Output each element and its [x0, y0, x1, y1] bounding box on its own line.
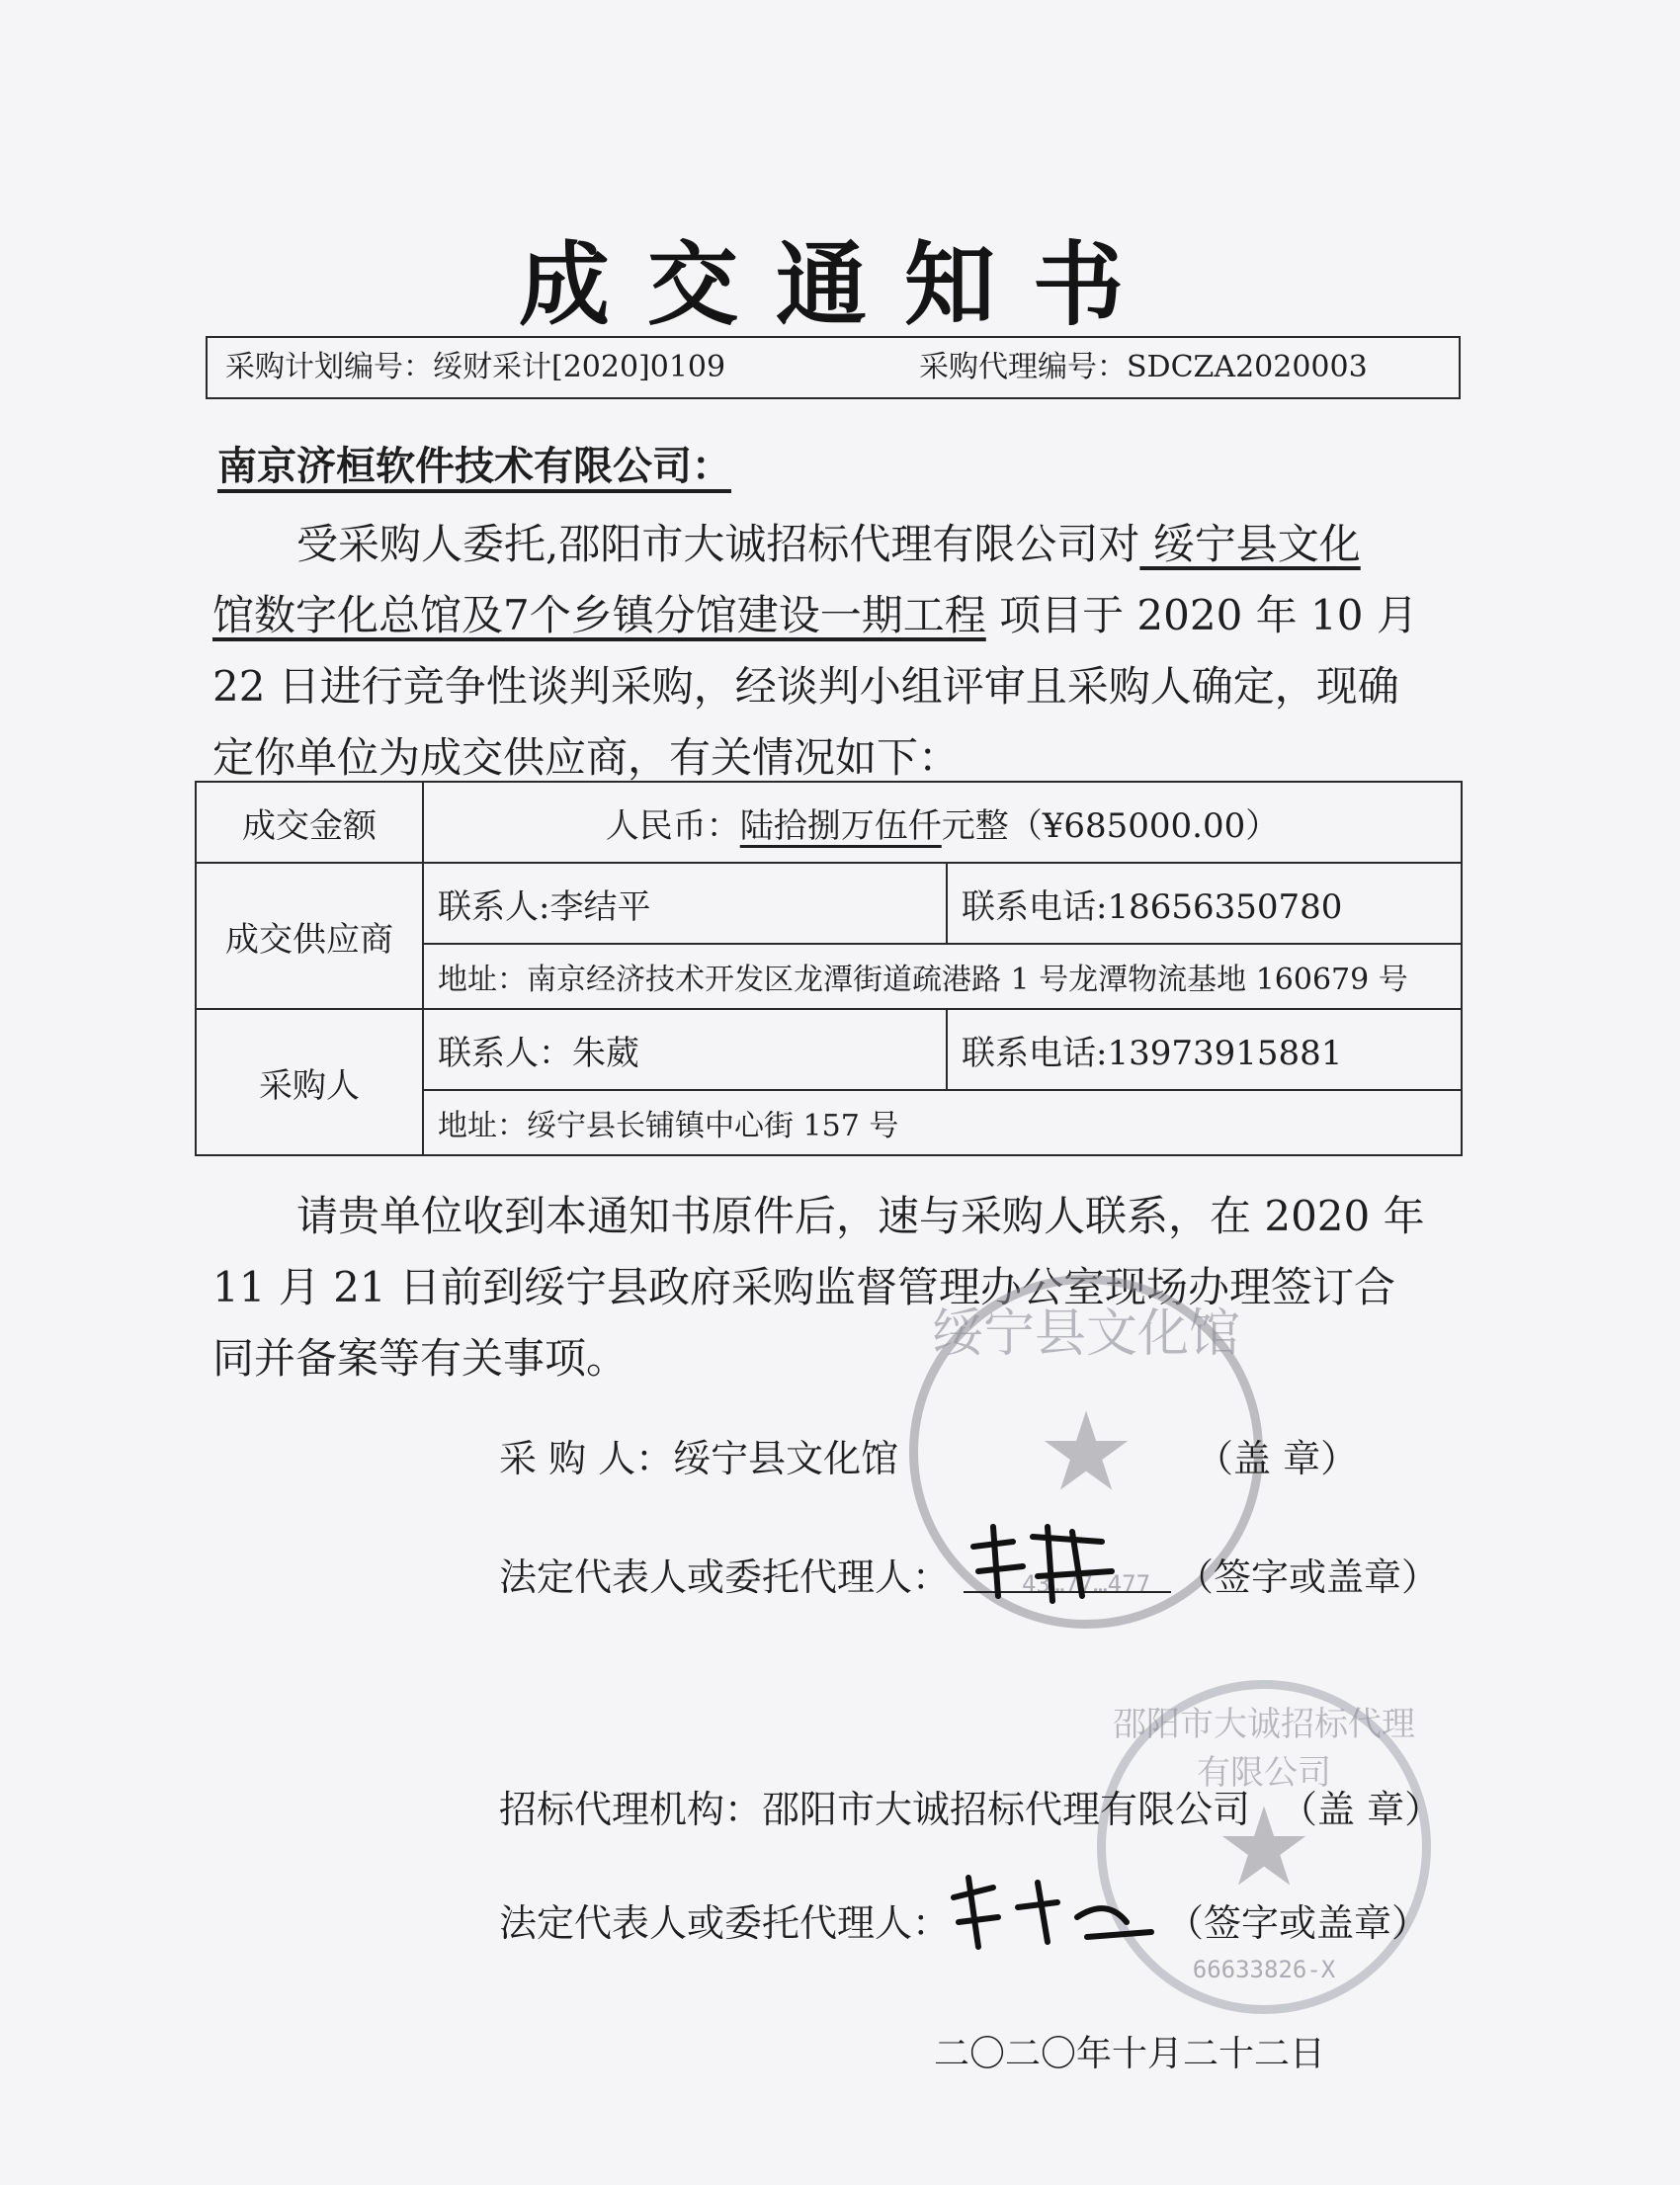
recipient: 南京济桓软件技术有限公司：	[217, 444, 731, 489]
table-row	[196, 1009, 1462, 1090]
purchaser-rep-label: 法定代表人或委托代理人：	[499, 1555, 951, 1599]
agency-signature	[939, 1868, 1166, 1957]
purchaser-seal-text: 绥宁县文化馆	[931, 1304, 1240, 1364]
amount-prefix: 人民币：	[605, 805, 740, 846]
para2-line3: 同并备案等有关事项。	[212, 1334, 629, 1383]
supplier-address: 地址：南京经济技术开发区龙潭街道疏港路 1 号龙潭物流基地 160679 号	[423, 944, 1462, 1009]
agency-seal-text: 邵阳市大诚招标代理有限公司	[1113, 1705, 1415, 1793]
agency-rep-label: 法定代表人或委托代理人：	[499, 1901, 951, 1945]
plan-number: 采购计划编号：绥财采计[2020]0109	[225, 350, 726, 384]
para1-line3: 22 日进行竞争性谈判采购，经谈判小组评审且采购人确定，现确	[212, 662, 1399, 711]
agency-sign-label: 招标代理机构：邵阳市大诚招标代理有限公司	[499, 1788, 1251, 1831]
agency-seal	[1097, 1680, 1431, 2014]
para1-line2-text: 项目于 2020 年 10 月	[985, 591, 1418, 639]
purchaser-label: 采购人	[196, 1009, 423, 1155]
para2-line1: 请贵单位收到本通知书原件后，速与采购人联系，在 2020 年	[296, 1192, 1425, 1240]
para1-line4: 定你单位为成交供应商，有关情况如下：	[212, 733, 961, 782]
issue-date: 二〇二〇年十月二十二日	[934, 2034, 1326, 2074]
para1-line1	[296, 509, 1361, 580]
star-icon: ★	[1215, 1784, 1313, 1910]
purchaser-address: 地址：绥宁县长铺镇中心街 157 号	[423, 1090, 1462, 1155]
agency-number: 采购代理编号：SDCZA2020003	[919, 350, 1368, 384]
amount-label: 成交金额	[196, 782, 423, 863]
code-box	[206, 336, 1461, 399]
supplier-label: 成交供应商	[196, 863, 423, 1009]
purchaser-signature	[954, 1517, 1122, 1611]
amount-suffix: 元整（¥685000.00）	[941, 805, 1280, 846]
agency-stamp-note: （盖 章）	[1280, 1788, 1443, 1831]
purchaser-contact: 联系人：朱葳	[423, 1009, 947, 1090]
purchaser-seal-code: 43…77…477	[1021, 1570, 1151, 1598]
purchaser-sign-label: 采 购 人：绥宁县文化馆	[499, 1437, 899, 1480]
supplier-phone: 联系电话:18656350780	[947, 863, 1462, 944]
supplier-contact: 联系人:李结平	[423, 863, 947, 944]
purchaser-rep-note: （签字或盖章）	[1176, 1555, 1440, 1599]
star-icon: ★	[1037, 1388, 1135, 1515]
amount-words: 陆拾捌万伍仟	[739, 805, 942, 846]
para1-line2	[212, 580, 1418, 651]
page-title: 成交通知书	[518, 232, 1161, 338]
para1-line1-text: 受采购人委托,邵阳市大诚招标代理有限公司对	[296, 520, 1140, 568]
agency-seal-code: 66633826-X	[1192, 1956, 1336, 1983]
table-row	[196, 863, 1462, 944]
award-info-table	[195, 781, 1463, 1156]
project-name-part2: 馆数字化总馆及7个乡镇分馆建设一期工程	[212, 591, 986, 639]
para2-line2: 11 月 21 日前到绥宁县政府采购监督管理办公室现场办理签订合	[212, 1263, 1395, 1311]
project-name-part1: 绥宁县文化	[1139, 520, 1361, 568]
amount-value	[423, 782, 1462, 863]
agency-rep-note: （签字或盖章）	[1166, 1901, 1430, 1945]
purchaser-phone: 联系电话:13973915881	[947, 1009, 1462, 1090]
purchaser-stamp-note: （盖 章）	[1196, 1437, 1359, 1480]
table-row	[196, 782, 1462, 863]
